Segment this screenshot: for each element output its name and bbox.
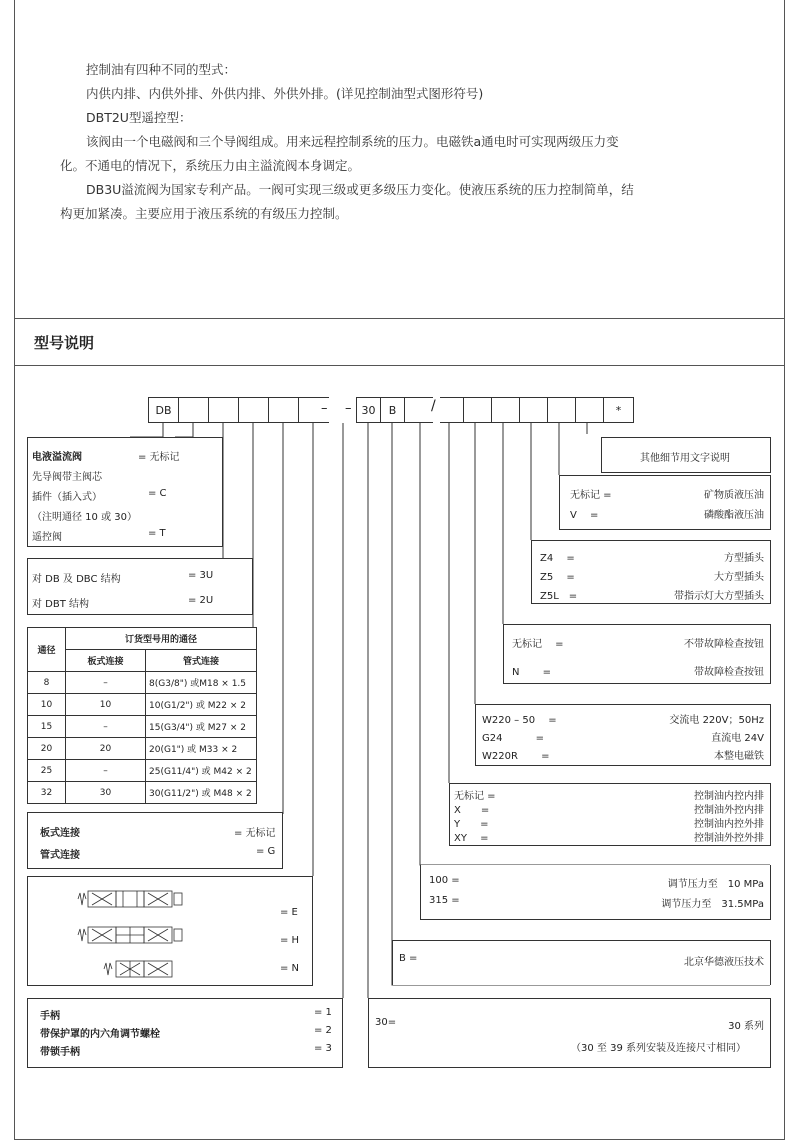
handle-value: = 2 [314,1025,332,1036]
oil-label: V = [570,510,599,521]
symbol-value: = E [280,907,298,918]
series-note: （30 至 39 系列安装及连接尺寸相同） [571,1043,746,1054]
type-label: 插件（插入式） [32,492,102,503]
series-label: 30= [375,1017,397,1028]
symbol-box [27,876,313,986]
table-row [28,694,257,716]
table-row [28,672,257,694]
plug-label: Z5L = [540,591,578,602]
plug-value: 方型插头 [724,553,764,564]
ctrl-label: X = [454,805,490,816]
pressure-value: 调节压力至 31.5MPa [661,899,764,910]
table-row [28,782,257,804]
oil-label: 无标记 = [570,490,612,501]
code-cell: 30 [357,398,381,422]
power-label: W220 – 50 = [482,715,557,726]
handle-label: 带锁手柄 [40,1047,80,1058]
table-cell: 20 [66,738,146,760]
fault-label: N = [512,667,552,678]
handle-box [27,998,343,1068]
struct-value: = 2U [188,595,214,606]
oil-box [559,475,771,530]
power-value: 交流电 220V；50Hz [669,715,764,726]
ctrl-label: 无标记 = [454,791,496,802]
diameter-table [27,627,257,804]
detail-box [601,437,771,473]
handle-label: 带保护罩的内六角调节螺栓 [40,1029,160,1040]
type-value: = T [148,528,166,539]
type-value: = 无标记 [138,452,180,463]
table-row [28,738,257,760]
struct-label: 对 DBT 结构 [32,599,90,610]
plug-label: Z5 = [540,572,575,583]
detail-label: 其他细节用文字说明 [640,453,730,464]
valve-symbols [28,877,314,987]
table-cell: – [66,672,146,694]
brand-box [392,940,771,985]
handle-value: = 3 [314,1043,332,1054]
code-dash: – [321,401,328,416]
table-cell: 30(G11/2") 或 M48 × 2 [146,782,257,804]
section-title: 型号说明 [34,334,95,352]
intro-line: 构更加紧凑。主要应用于液压系统的有级压力控制。 [60,206,348,221]
code-cell: B [381,398,405,422]
symbol-value: = H [280,935,300,946]
struct-label: 对 DB 及 DBC 结构 [32,574,121,585]
power-value: 直流电 24V [711,733,764,744]
intro-line: 化。不通电的情况下，系统压力由主溢流阀本身调定。 [60,158,361,173]
table-cell: 20(G1") 或 M33 × 2 [146,738,257,760]
fault-label: 无标记 = [512,639,564,650]
code-dash: – [345,401,352,416]
intro-line: 该阀由一个电磁阀和三个导阀组成。用来远程控制系统的压力。电磁铁a通电时可实现两级压力变 [86,134,619,149]
conn-value: = 无标记 [234,828,276,839]
handle-label: 手柄 [40,1011,60,1022]
power-label: G24 = [482,733,545,744]
intro-line: DB3U溢流阀为国家专利产品。一阀可实现三级或更多级压力变化。使液压系统的压力控制简单，结 [86,182,634,197]
type-label: 先导阀带主阀芯 [32,472,102,483]
type-value: = C [148,488,167,499]
type-label: 遥控阀 [32,532,62,543]
series-value: 30 系列 [728,1021,764,1032]
plug-box [531,540,771,604]
fault-value: 带故障检查按钮 [694,667,764,678]
table-cell: 8(G3/8") 或M18 × 1.5 [146,672,257,694]
conn-value: = G [256,846,276,857]
pressure-label: 100 = [429,875,460,886]
conn-label: 板式连接 [40,828,80,839]
code-cell: * [604,398,634,422]
ctrl-value: 控制油外控外排 [694,833,764,844]
handle-value: = 1 [314,1007,332,1018]
power-label: W220R = [482,751,550,762]
power-value: 本整电磁铁 [714,751,764,762]
conn-label: 管式连接 [40,850,80,861]
intro-line: 控制油有四种不同的型式： [86,62,237,77]
struct-value: = 3U [188,570,214,581]
type-box [27,437,223,547]
fault-value: 不带故障检查按钮 [684,639,764,650]
table-cell: 10 [28,694,66,716]
table-row [28,760,257,782]
pressure-label: 315 = [429,895,460,906]
ctrl-box [449,783,771,846]
series-box [368,998,771,1068]
ctrl-value: 控制油外控内排 [694,805,764,816]
table-cell: – [66,716,146,738]
brand-value: 北京华德液压技术 [684,957,764,968]
type-label: 电液溢流阀 [32,452,82,463]
plug-value: 带指示灯大方型插头 [674,591,764,602]
oil-value: 磷酸酯液压油 [704,510,764,521]
table-header: 管式连接 [146,650,257,672]
type-label: （注明通径 10 或 30） [32,512,137,523]
oil-value: 矿物质液压油 [704,490,764,501]
table-cell: 8 [28,672,66,694]
intro-line: DBT2U型遥控型： [86,110,192,125]
table-cell: 25(G11/4") 或 M42 × 2 [146,760,257,782]
symbol-value: = N [280,963,300,974]
code-cell: DB [149,398,179,422]
table-cell: 30 [66,782,146,804]
conn-box [27,812,283,869]
brand-label: B = [399,953,418,964]
table-cell: 10(G1/2") 或 M22 × 2 [146,694,257,716]
table-cell: – [66,760,146,782]
table-cell: 15 [28,716,66,738]
table-header: 板式连接 [66,650,146,672]
table-cell: 32 [28,782,66,804]
struct-box [27,558,253,615]
table-header: 订货型号用的通径 [66,628,257,650]
table-cell: 25 [28,760,66,782]
table-row [28,716,257,738]
fault-box [503,624,771,684]
table-cell: 15(G3/4") 或 M27 × 2 [146,716,257,738]
pressure-value: 调节压力至 10 MPa [667,879,764,890]
ctrl-label: XY = [454,833,489,844]
table-cell: 10 [66,694,146,716]
ctrl-value: 控制油内控外排 [694,819,764,830]
ctrl-label: Y = [454,819,489,830]
intro-line: 内供内排、内供外排、外供内排、外供外排。(详见控制油型式图形符号) [86,86,484,101]
code-slash: / [431,398,436,414]
plug-label: Z4 = [540,553,575,564]
table-cell: 20 [28,738,66,760]
pressure-box [420,865,771,920]
table-header: 通径 [28,628,66,672]
power-box [475,704,771,766]
ctrl-value: 控制油内控内排 [694,791,764,802]
plug-value: 大方型插头 [714,572,764,583]
